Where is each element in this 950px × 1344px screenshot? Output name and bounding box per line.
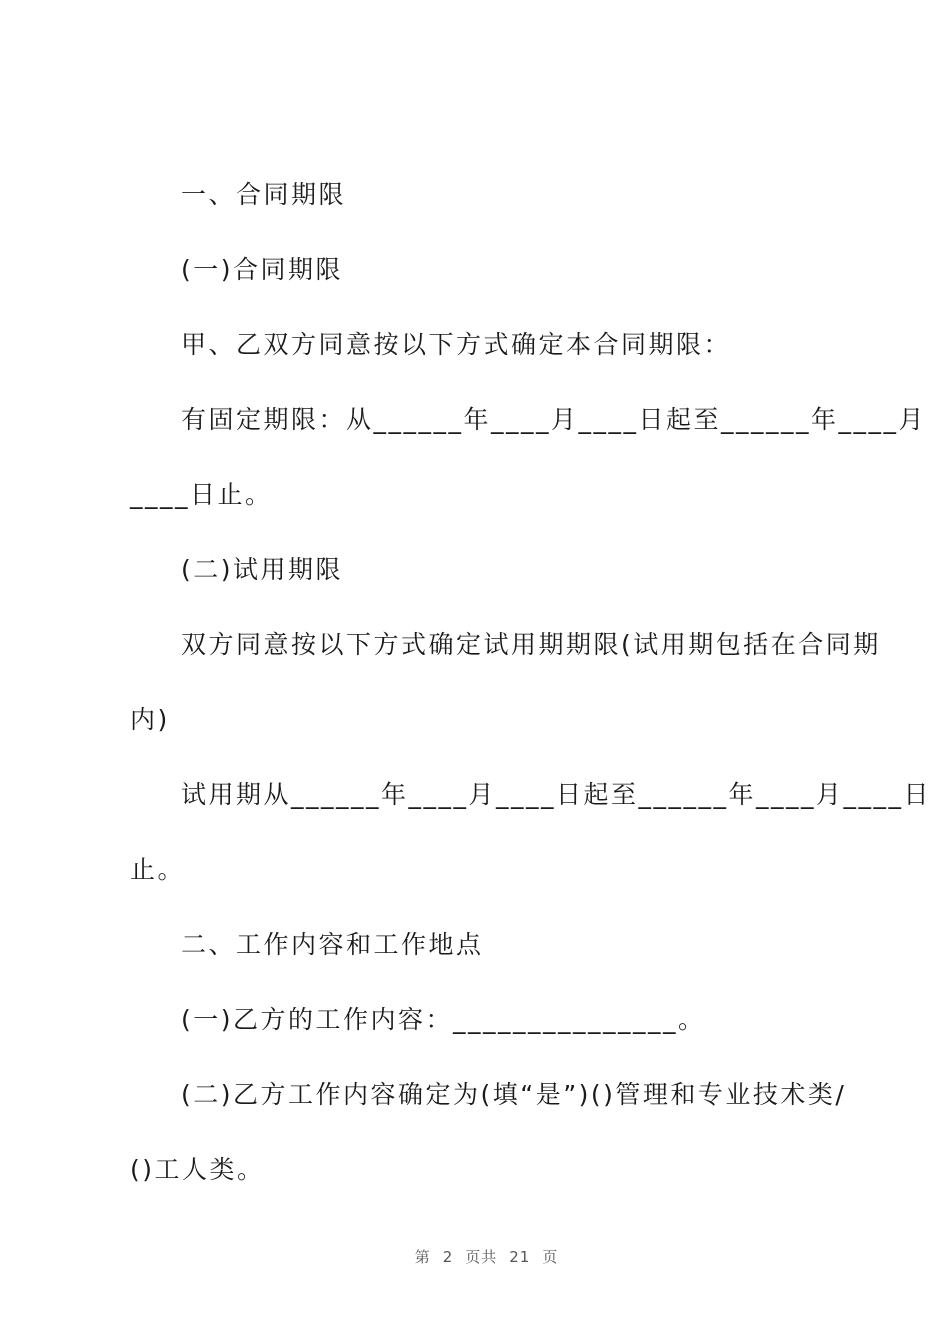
section-heading: 一、合同期限 <box>181 180 347 209</box>
paragraph-line: 双方同意按以下方式确定试用期期限(试用期包括在合同期 <box>181 630 881 659</box>
footer-suffix: 页 <box>542 1248 559 1266</box>
footer-total-pages: 21 <box>509 1248 531 1266</box>
subsection-heading: (一)合同期限 <box>181 255 344 284</box>
paragraph-line: (一)乙方的工作内容：_______________。 <box>181 1005 706 1034</box>
section-heading: 二、工作内容和工作地点 <box>181 930 484 959</box>
paragraph-line: 止。 <box>130 855 186 884</box>
paragraph-line: 内) <box>130 705 170 734</box>
paragraph-line: 试用期从______年____月____日起至______年____月____日 <box>181 780 932 809</box>
page-footer <box>0 1228 950 1285</box>
footer-prefix: 第 <box>414 1248 431 1266</box>
paragraph-line: (二)乙方工作内容确定为(填“是”)()管理和专业技术类/ <box>181 1080 847 1109</box>
paragraph-line: ()工人类。 <box>130 1155 265 1184</box>
footer-page-number: 2 <box>442 1248 454 1266</box>
subsection-heading: (二)试用期限 <box>181 555 344 584</box>
paragraph-line: ____日止。 <box>130 480 273 509</box>
paragraph-line: 有固定期限：从______年____月____日起至______年____月 <box>181 405 927 434</box>
paragraph-line: 甲、乙双方同意按以下方式确定本合同期限： <box>181 330 732 359</box>
footer-middle: 页共 <box>465 1248 498 1266</box>
